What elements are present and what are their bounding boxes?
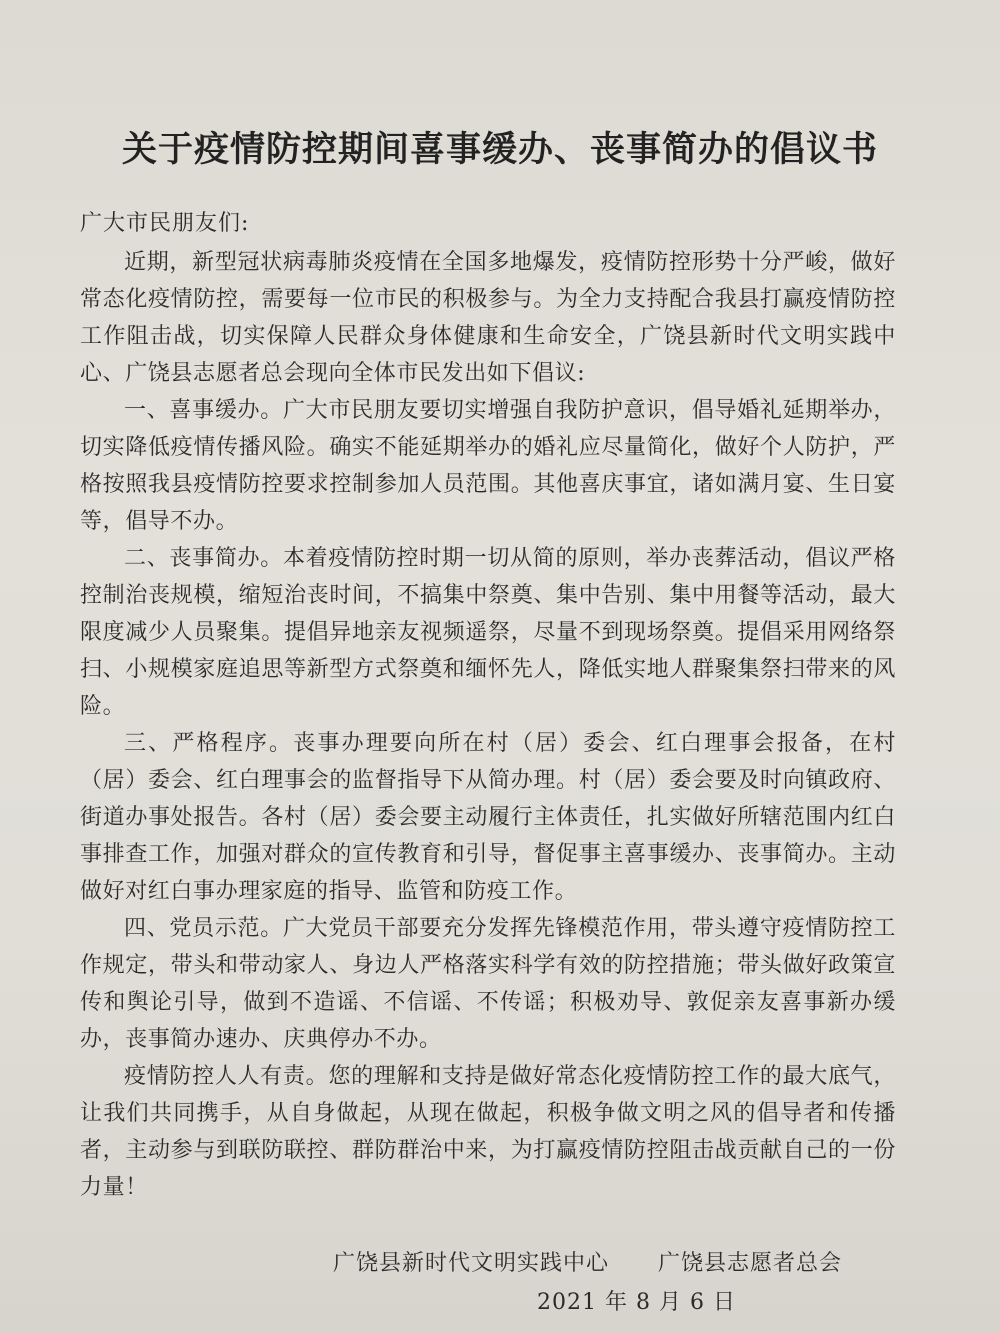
document-title: 关于疫情防控期间喜事缓办、丧事简办的倡议书 (121, 129, 878, 170)
section-party-member-paragraph: 四、党员示范。广大党员干部要充分发挥先锋模范作用，带头遵守疫情防控工作规定，带头和带动家人、身边人严格落实科学有效的防控措施；带头做好政策宣传和舆论引导，做到不造谣、不信谣、不传谣；积极劝导、敦促亲友喜事新办缓办，丧事简办速办、庆典停办不办。 (80, 916, 896, 1052)
section-procedure-paragraph: 三、严格程序。丧事办理要向所在村（居）委会、红白理事会报备，在村（居）委会、红白理事会的监督指导下从简办理。村（居）委会要及时向镇政府、街道办事处报告。各村（居）委会要主动履行主体责任，扎实做好所辖范围内红白事排查工作，加强对群众的宣传教育和引导，督促事主喜事缓办、丧事简办。主动做好对红白事办理家庭的指导、监管和防疫工作。 (80, 731, 896, 904)
intro-paragraph: 近期，新型冠状病毒肺炎疫情在全国多地爆发，疫情防控形势十分严峻，做好常态化疫情防控，需要每一位市民的积极参与。为全力支持配合我县打赢疫情防控工作阻击战，切实保障人民群众身体健康和生命安全，广饶县新时代文明实践中心、广饶县志愿者总会现向全体市民发出如下倡议: (80, 250, 896, 386)
signature-date: 2021 年 8 月 6 日 (537, 1290, 736, 1315)
closing-paragraph: 疫情防控人人有责。您的理解和支持是做好常态化疫情防控工作的最大底气，让我们共同携手，从自身做起，从现在做起，积极争做文明之风的倡导者和传播者，主动参与到联防联控、群防群治中来，为打赢疫情防控阻击战贡献自己的一份力量！ (80, 1064, 896, 1200)
section-wedding-paragraph: 一、喜事缓办。广大市民朋友要切实增强自我防护意识，倡导婚礼延期举办，切实降低疫情传播风险。确实不能延期举办的婚礼应尽量简化，做好个人防护，严格按照我县疫情防控要求控制参加人员范围。其他喜庆事宜，诸如满月宴、生日宴等，倡导不办。 (80, 398, 896, 534)
signature-org-volunteer-association: 广饶县志愿者总会 (658, 1251, 843, 1276)
signature-org-practice-center: 广饶县新时代文明实践中心 (333, 1251, 610, 1276)
section-funeral-paragraph: 二、丧事简办。本着疫情防控时期一切从简的原则，举办丧葬活动，倡议严格控制治丧规模，缩短治丧时间，不搞集中祭奠、集中告别、集中用餐等活动，最大限度减少人员聚集。提倡异地亲友视频遥祭，尽量不到现场祭奠。提倡采用网络祭扫、小规模家庭追思等新型方式祭奠和缅怀先人，降低实地人群聚集祭扫带来的风险。 (80, 546, 896, 719)
salutation: 广大市民朋友们: (80, 211, 250, 236)
document-body (80, 244, 896, 1206)
